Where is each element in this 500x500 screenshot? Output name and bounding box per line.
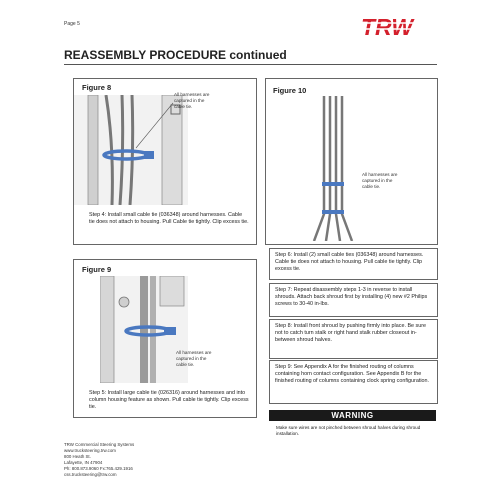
warning-text: Make sure wires are not pinched between shroud halves during shroud installation. [276,425,421,436]
warning-header: WARNING [269,410,436,421]
step-6-box [269,248,438,280]
step-7-box [269,283,438,317]
step-8-box [269,319,438,359]
company-street: 800 Heath St. [64,454,91,459]
figure-10-image [308,96,358,241]
company-email: css.trucksteering@trw.com [64,472,117,477]
figure-10-label: Figure 10 [273,86,307,95]
figure-8-label: Figure 8 [82,83,112,92]
figure-9-image [100,276,188,383]
figure-9-callout: All harnesses are captured in the cable tie. [176,350,212,367]
step-4-text: Step 4: Install small cable tie (036348) around harnesses. Cable tie does not attach to housing. Pull Cable tie tightly. Clip excess tie. [89,212,249,226]
step-5-text: Step 5: Install large cable tie (026316) around harnesses and into column housing feature as shown. Pull cable tie tightly. Clip excess tie. [89,390,249,411]
figure-8-image [74,95,188,205]
step-8-text: Step 8: Install front shroud by pushing firmly into place. Be sure not to catch turn stalk or right hand stalk rubber closeout in-between shroud halves. [275,323,427,344]
logo-text: TRW [361,16,413,38]
step-7-text: Step 7: Repeat disassembly steps 1-3 in reverse to install shrouds. Attach back shroud first by installing (4) new #2 Philips screws to 30-40 in-lbs. [275,287,428,308]
step-9-box [269,360,438,404]
page-title: REASSEMBLY PROCEDURE continued [64,48,287,62]
company-website: www.trucksteering.trw.com [64,448,116,453]
step-6-text: Step 6: Install (2) small cable ties (036348) around harnesses. Cable tie does not attach to housing. Pull cable tie tightly. Clip excess tie. [275,252,424,273]
company-contact-block [64,442,134,478]
title-rule [64,64,437,65]
figure-10-callout: All harnesses are captured in the cable tie. [362,172,398,189]
company-phone: Ph: 800.873.9060 Fx:765.429.1916 [64,466,133,471]
page-number: Page 5 [64,21,80,27]
step-9-text: Step 9: See Appendix A for the finished routing of columns containing horn contact configuration. See Appendix B for the finished routing of columns containing clock spring configuration. [275,364,430,385]
trw-logo [361,16,436,38]
company-name: TRW Commercial Steering Systems [64,442,135,447]
company-city: Lafayette, IN 47904 [64,460,103,465]
figure-9-label: Figure 9 [82,265,112,274]
figure-8-callout: All harnesses are captured in the cable tie. [174,92,210,109]
